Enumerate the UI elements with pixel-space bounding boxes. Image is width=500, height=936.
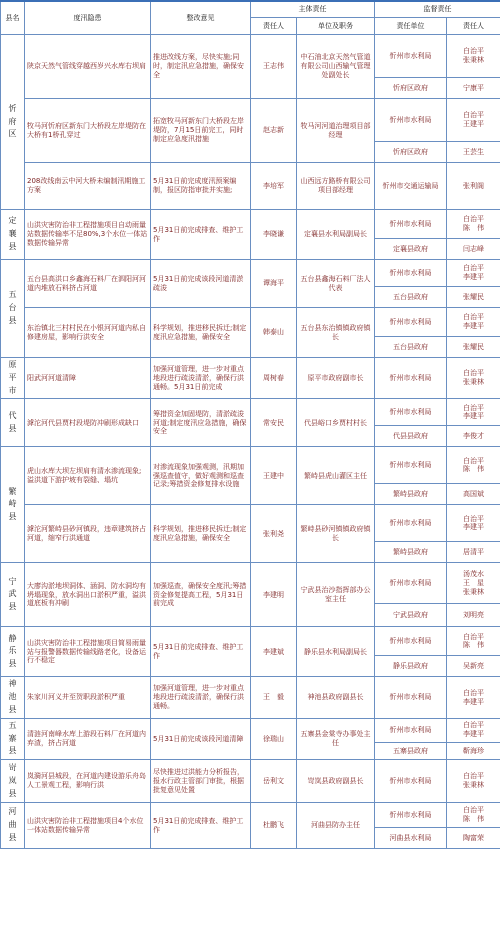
header-main-responsibility: 主体责任 xyxy=(251,1,375,18)
supervise-unit-cell: 忻府区政府 xyxy=(375,142,447,163)
table-header xyxy=(1,1,500,35)
supervise-unit-cell: 忻府区政府 xyxy=(375,78,447,99)
responsible-person-cell: 周树春 xyxy=(251,358,297,399)
supervise-unit-cell: 忻州市水利局 xyxy=(375,447,447,484)
supervise-person-cell: 白治平 张秉林 xyxy=(447,760,500,803)
table-row xyxy=(1,563,500,604)
measure-cell: 推进改线方案，尽快实施;同时，制定汛应急措施，确保安全 xyxy=(151,35,251,99)
supervise-person-cell: 白治平 张秉林 xyxy=(447,358,500,399)
measure-cell: 5月31日前完成排查、维护工作 xyxy=(151,210,251,260)
supervise-unit-cell: 代县县政府 xyxy=(375,426,447,447)
table-row xyxy=(1,35,500,78)
unit-position-cell: 河曲县防办主任 xyxy=(297,803,375,849)
county-name-cell: 五 寨 县 xyxy=(1,718,25,759)
unit-position-cell: 山西远方路桥有限公司项目部经理 xyxy=(297,163,375,210)
table-row xyxy=(1,447,500,484)
table-row xyxy=(1,803,500,828)
table-row xyxy=(1,210,500,239)
supervise-unit-cell: 河曲县水利局 xyxy=(375,828,447,849)
measure-cell: 加强河道管理，进一步对重点地段进行疏浚清淤，确保行洪通畅。 xyxy=(151,677,251,718)
unit-position-cell: 岢岚县政府副县长 xyxy=(297,760,375,803)
hazard-cell: 岚漪河县城段，在河道内建设游乐舟岛人工景观工程，影响行洪 xyxy=(25,760,151,803)
measure-cell: 5月31日前完成排查、维护工作 xyxy=(151,627,251,677)
responsible-person-cell: 王志伟 xyxy=(251,35,297,99)
supervise-person-cell: 刘明亮 xyxy=(447,604,500,627)
supervise-unit-cell: 繁峙县政府 xyxy=(375,484,447,505)
supervise-person-cell: 李俊才 xyxy=(447,426,500,447)
measure-cell: 科学规划，推进移民拆迁;制定度汛应急措施，确保安全 xyxy=(151,308,251,358)
supervise-person-cell: 白治平 李建平 xyxy=(447,718,500,742)
supervise-person-cell: 张耀民 xyxy=(447,287,500,308)
responsible-person-cell: 王建中 xyxy=(251,447,297,505)
hazard-cell: 山洪灾害防治非工程措施项目4个水位一体站数据传输异常 xyxy=(25,803,151,849)
responsible-person-cell: 谭海平 xyxy=(251,260,297,308)
county-name-cell: 神 池 县 xyxy=(1,677,25,718)
table-row xyxy=(1,399,500,426)
responsible-person-cell: 徐瑞山 xyxy=(251,718,297,759)
measure-cell: 科学规划，推进移民拆迁;制定度汛应急措施，确保安全 xyxy=(151,505,251,563)
header-supervise-responsibility: 监督责任 xyxy=(375,1,500,18)
supervise-unit-cell: 忻州市水利局 xyxy=(375,505,447,542)
table-row xyxy=(1,718,500,742)
supervise-person-cell: 张耀民 xyxy=(447,337,500,358)
measure-cell: 5月31日前完成排查、维护工作 xyxy=(151,803,251,849)
measure-cell: 5月31日前完成该段河道清障 xyxy=(151,718,251,759)
hazard-cell: 清涟河南峰水库上游段石料厂在河道内弃渣，挤占河道 xyxy=(25,718,151,759)
hazard-cell: 208改线南云中河大桥未编制汛期施工方案 xyxy=(25,163,151,210)
supervise-person-cell: 白治平 李建平 xyxy=(447,399,500,426)
supervise-person-cell: 白治平 陈 伟 xyxy=(447,447,500,484)
unit-position-cell: 原平市政府副市长 xyxy=(297,358,375,399)
measure-cell: 筹措资金加固堤防，清淤疏浚河道;制定度汛应急措施，确保安全 xyxy=(151,399,251,447)
measure-cell: 尽快推进过洪能力分析报告，报水行政主管部门审批，根据批复意见处置 xyxy=(151,760,251,803)
measure-cell: 对渗流现象加强观测，汛期加强巡查值守，做好观测和巡查记录;筹措资金修复排水设施 xyxy=(151,447,251,505)
supervise-person-cell: 白治平 李建平 xyxy=(447,260,500,287)
supervise-person-cell: 王芸生 xyxy=(447,142,500,163)
supervise-unit-cell: 五台县政府 xyxy=(375,287,447,308)
supervise-unit-cell: 忻州市水利局 xyxy=(375,563,447,604)
supervise-unit-cell: 忻州市水利局 xyxy=(375,677,447,718)
header-measure: 整改意见 xyxy=(151,1,251,35)
supervise-unit-cell: 忻州市水利局 xyxy=(375,399,447,426)
county-name-cell: 原 平 市 xyxy=(1,358,25,399)
responsible-person-cell: 李建斌 xyxy=(251,627,297,677)
header-sup-person: 责任人 xyxy=(447,18,500,35)
supervise-unit-cell: 忻州市水利局 xyxy=(375,718,447,742)
responsible-person-cell: 赵志新 xyxy=(251,99,297,163)
supervise-person-cell: 白治平 陈 伟 xyxy=(447,803,500,828)
county-name-cell: 五 台 县 xyxy=(1,260,25,358)
header-hazard: 度汛隐患 xyxy=(25,1,151,35)
table-row xyxy=(1,260,500,287)
supervise-unit-cell: 忻州市水利局 xyxy=(375,260,447,287)
supervise-person-cell: 白治平 李建平 xyxy=(447,308,500,337)
supervise-unit-cell: 宁武县政府 xyxy=(375,604,447,627)
supervise-person-cell: 居清平 xyxy=(447,542,500,563)
supervise-person-cell: 汤茂水 王 星 张秉林 xyxy=(447,563,500,604)
supervise-unit-cell: 静乐县政府 xyxy=(375,656,447,677)
unit-position-cell: 繁峙县砂河镇镇政府镇长 xyxy=(297,505,375,563)
hazard-cell: 东治镇北三村村民在小银河河道内私自修建房屋，影响行洪安全 xyxy=(25,308,151,358)
responsible-person-cell: 岳利文 xyxy=(251,760,297,803)
supervise-unit-cell: 忻州市水利局 xyxy=(375,35,447,78)
supervise-unit-cell: 五台县政府 xyxy=(375,337,447,358)
supervise-unit-cell: 忻州市交通运输局 xyxy=(375,163,447,210)
hazard-cell: 滹沱河繁峙县砂河镇段，违章建筑挤占河道，缩窄行洪通道 xyxy=(25,505,151,563)
supervise-unit-cell: 定襄县政府 xyxy=(375,239,447,260)
county-name-cell: 宁 武 县 xyxy=(1,563,25,627)
table-body xyxy=(1,35,500,849)
hazard-cell: 大廖沟淤地坝洞体、涵洞、防水洞均有坍塌现象，放水洞出口淤积严重，溢洪道底板有冲刷 xyxy=(25,563,151,627)
hazard-cell: 陕京天然气管线穿越西岁兴水库右坝肩 xyxy=(25,35,151,99)
unit-position-cell: 五台县鑫海石料厂法人代表 xyxy=(297,260,375,308)
supervise-unit-cell: 五寨县政府 xyxy=(375,742,447,760)
hazard-cell: 虎山水库大坝左坝肩有清水渗流现象;溢洪道下游护坡有裂缝、塌坑 xyxy=(25,447,151,505)
county-name-cell: 岢 岚 县 xyxy=(1,760,25,803)
unit-position-cell: 静乐县水利局副局长 xyxy=(297,627,375,677)
measure-cell: 5月31日前完成该段河道清淤疏浚 xyxy=(151,260,251,308)
unit-position-cell: 神池县政府副县长 xyxy=(297,677,375,718)
header-person: 责任人 xyxy=(251,18,297,35)
supervise-person-cell: 白治平 张秉林 xyxy=(447,35,500,78)
county-name-cell: 定 襄 县 xyxy=(1,210,25,260)
supervise-person-cell: 白治平 王建平 xyxy=(447,99,500,142)
table-row xyxy=(1,308,500,337)
supervise-unit-cell: 忻州市水利局 xyxy=(375,210,447,239)
supervise-unit-cell: 忻州市水利局 xyxy=(375,99,447,142)
responsible-person-cell: 王 毅 xyxy=(251,677,297,718)
responsible-person-cell: 李培军 xyxy=(251,163,297,210)
supervise-unit-cell: 繁峙县政府 xyxy=(375,542,447,563)
header-sup-unit: 责任单位 xyxy=(375,18,447,35)
supervise-person-cell: 白治平 李建平 xyxy=(447,505,500,542)
table-row xyxy=(1,627,500,656)
county-name-cell: 忻 府 区 xyxy=(1,35,25,210)
hazard-cell: 山洪灾害防治非工程措施项目简易雨量站与报警器数据传输线路老化，设备运行不稳定 xyxy=(25,627,151,677)
responsible-person-cell: 常安民 xyxy=(251,399,297,447)
hazard-cell: 阳武河河道清障 xyxy=(25,358,151,399)
unit-position-cell: 繁峙县虎山灌区主任 xyxy=(297,447,375,505)
responsible-person-cell: 李晓谦 xyxy=(251,210,297,260)
supervise-unit-cell: 忻州市水利局 xyxy=(375,627,447,656)
county-name-cell: 代 县 xyxy=(1,399,25,447)
supervise-person-cell: 吴新亮 xyxy=(447,656,500,677)
unit-position-cell: 牧马河河道治理项目部经理 xyxy=(297,99,375,163)
unit-position-cell: 定襄县水利局副局长 xyxy=(297,210,375,260)
supervise-person-cell: 白治平 李建平 xyxy=(447,677,500,718)
unit-position-cell: 代县峪口乡贾村村长 xyxy=(297,399,375,447)
unit-position-cell: 五台县东治镇镇政府镇长 xyxy=(297,308,375,358)
supervise-person-cell: 靳海珍 xyxy=(447,742,500,760)
supervise-person-cell: 张利阁 xyxy=(447,163,500,210)
responsible-person-cell: 杜鹏飞 xyxy=(251,803,297,849)
table-row xyxy=(1,99,500,142)
hazard-cell: 滹沱河代县贾村段堤防冲刷形成缺口 xyxy=(25,399,151,447)
supervise-unit-cell: 忻州市水利局 xyxy=(375,803,447,828)
supervise-person-cell: 高国斌 xyxy=(447,484,500,505)
responsible-person-cell: 韩泰山 xyxy=(251,308,297,358)
hazard-cell: 山洪灾害防治非工程措施项目自动雨量站数据传输率不足80%,3个水位一体站数据传输异常 xyxy=(25,210,151,260)
hazard-cell: 五台县高洪口乡鑫海石料厂在泗阳河河道内堆放石料挤占河道 xyxy=(25,260,151,308)
measure-cell: 5月31日前完成度汛预案编制，报区防指审批并实施; xyxy=(151,163,251,210)
measure-cell: 加强巡查，确保安全度汛;筹措资金修复提高工程，5月31日前完成 xyxy=(151,563,251,627)
county-name-cell: 河 曲 县 xyxy=(1,803,25,849)
supervise-person-cell: 陶富荣 xyxy=(447,828,500,849)
unit-position-cell: 五寨县金棠寺办事处主任 xyxy=(297,718,375,759)
supervise-unit-cell: 忻州市水利局 xyxy=(375,358,447,399)
table-row xyxy=(1,677,500,718)
responsible-person-cell: 张利尧 xyxy=(251,505,297,563)
header-county: 县名 xyxy=(1,1,25,35)
hazard-cell: 朱家川河义井至贺职段淤积严重 xyxy=(25,677,151,718)
supervise-person-cell: 宁康平 xyxy=(447,78,500,99)
county-name-cell: 繁 峙 县 xyxy=(1,447,25,563)
supervise-unit-cell: 忻州市水利局 xyxy=(375,760,447,803)
table-row xyxy=(1,358,500,399)
table-row xyxy=(1,163,500,210)
measure-cell: 加强河道管理，进一步对重点地段进行疏浚清淤，确保行洪通畅。5月31日前完成 xyxy=(151,358,251,399)
supervise-person-cell: 白治平 陈 伟 xyxy=(447,210,500,239)
supervise-person-cell: 闫志峰 xyxy=(447,239,500,260)
unit-position-cell: 中石油北京天然气管道有限公司山西输气管理处副处长 xyxy=(297,35,375,99)
hazard-cell: 牧马河忻府区新东门大桥段左岸堤防在大桥有1桥孔穿过 xyxy=(25,99,151,163)
header-unit-position: 单位及职务 xyxy=(297,18,375,35)
unit-position-cell: 宁武县治沙指挥部办公室主任 xyxy=(297,563,375,627)
measure-cell: 拓宽牧马河新东门大桥段左岸堤防，7月15日前完工，同时制定应急度汛措施 xyxy=(151,99,251,163)
table-row xyxy=(1,760,500,803)
responsible-person-cell: 李建明 xyxy=(251,563,297,627)
table-row xyxy=(1,505,500,542)
supervise-person-cell: 白治平 陈 伟 xyxy=(447,627,500,656)
county-name-cell: 静 乐 县 xyxy=(1,627,25,677)
supervise-unit-cell: 忻州市水利局 xyxy=(375,308,447,337)
